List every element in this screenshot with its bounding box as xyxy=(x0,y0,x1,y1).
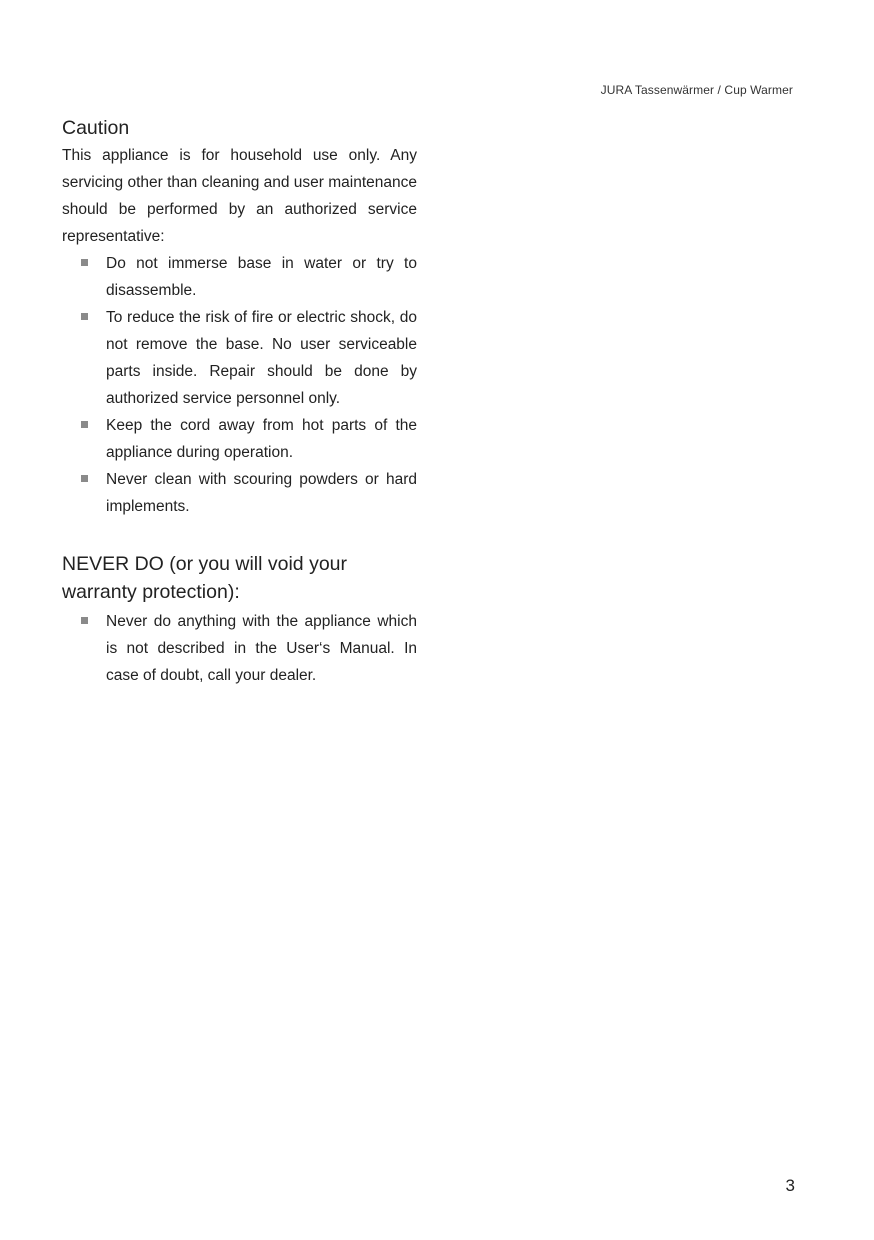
square-bullet-icon xyxy=(81,313,88,320)
page-number: 3 xyxy=(785,1176,795,1195)
main-content xyxy=(62,112,417,689)
list-item-text: To reduce the risk of fire or electric shock, do not remove the base. No user serviceable parts inside. Repair should be done by authorized service personnel only. xyxy=(106,309,417,407)
list-item xyxy=(62,466,417,520)
caution-heading: Caution xyxy=(62,117,130,139)
square-bullet-icon xyxy=(81,421,88,428)
never-do-heading-line2: warranty protection): xyxy=(62,581,240,603)
never-do-list xyxy=(62,608,417,689)
list-item xyxy=(62,304,417,412)
never-do-heading xyxy=(62,550,417,606)
list-item xyxy=(62,608,417,689)
list-item-text: Never clean with scouring powders or hard implements. xyxy=(106,471,417,515)
caution-intro: This appliance is for household use only. Any servicing other than cleaning and user maintenance should be performed by an authorized service representative: xyxy=(62,147,418,245)
list-item xyxy=(62,250,417,304)
list-item xyxy=(62,412,417,466)
section-spacer xyxy=(62,520,417,550)
square-bullet-icon xyxy=(81,617,88,624)
never-do-heading-line1: NEVER DO (or you will void your xyxy=(62,553,347,575)
square-bullet-icon xyxy=(81,259,88,266)
running-header: JURA Tassenwärmer / Cup Warmer xyxy=(600,83,793,97)
list-item-text: Keep the cord away from hot parts of the appliance during operation. xyxy=(106,417,417,461)
list-item-text: Do not immerse base in water or try to disassemble. xyxy=(106,255,417,299)
caution-list xyxy=(62,250,417,520)
square-bullet-icon xyxy=(81,475,88,482)
list-item-text: Never do anything with the appliance which is not described in the User‘s Manual. In case of doubt, call your dealer. xyxy=(106,613,417,684)
